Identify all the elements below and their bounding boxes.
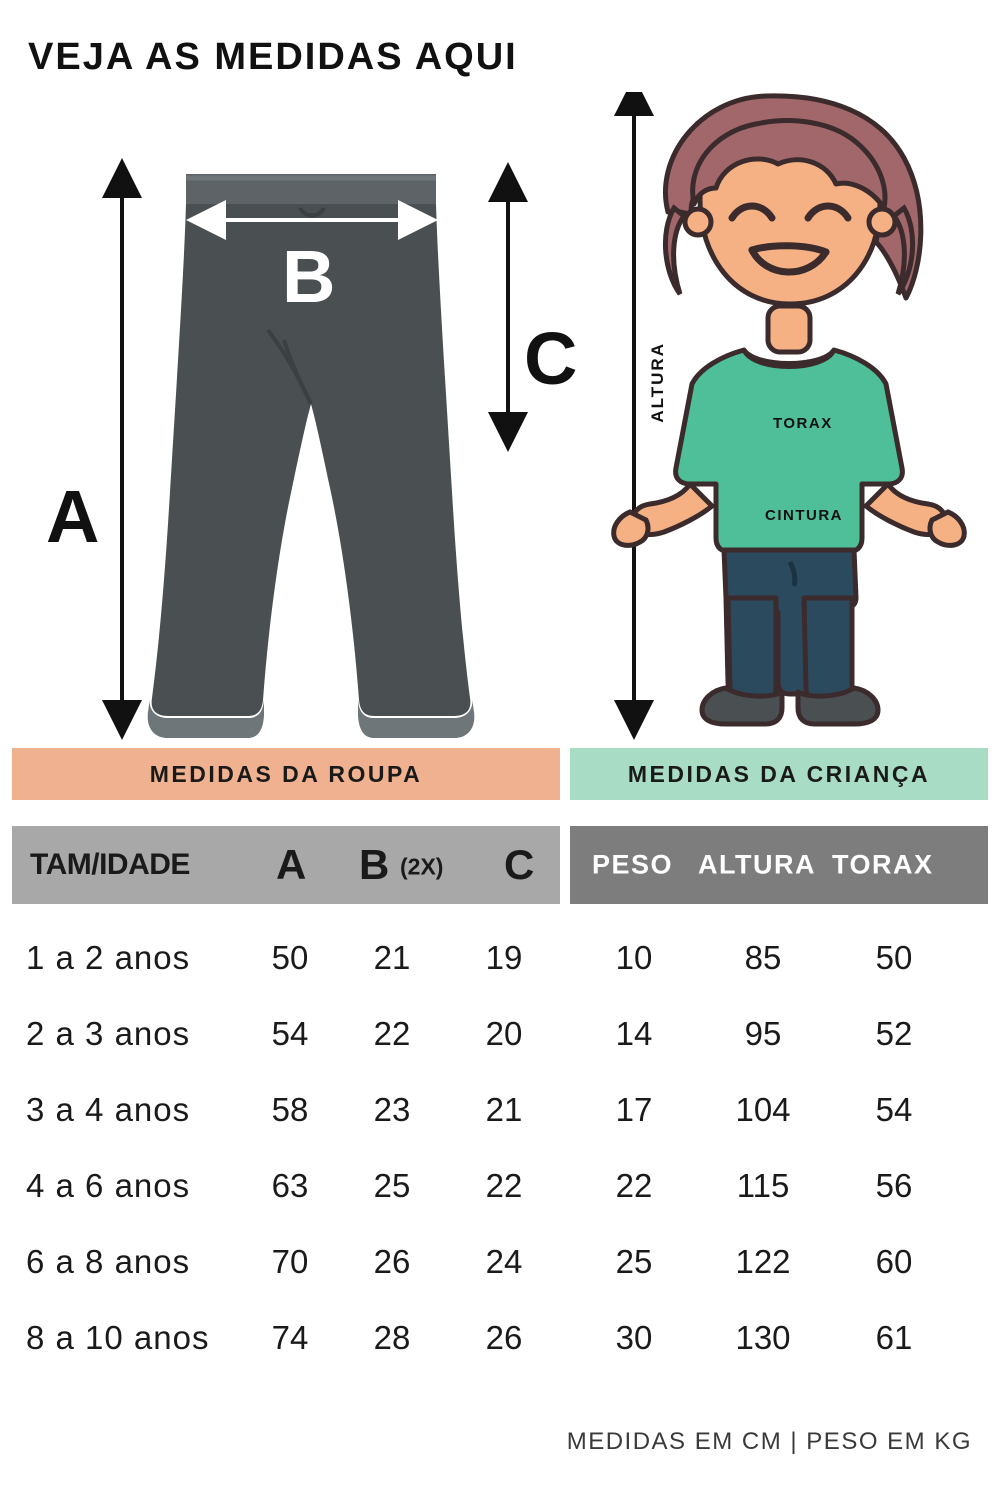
pants-label-a: A bbox=[46, 475, 100, 558]
cell-peso: 25 bbox=[615, 1243, 653, 1280]
pants-label-b: B bbox=[282, 235, 336, 318]
cell-peso: 14 bbox=[615, 1015, 653, 1052]
cell-peso: 10 bbox=[615, 939, 653, 976]
page-title: VEJA AS MEDIDAS AQUI bbox=[28, 36, 518, 78]
cell-tam-idade: 1 a 2 anos bbox=[26, 939, 191, 976]
illustration-area bbox=[0, 92, 1000, 740]
section-header-bars bbox=[0, 748, 1000, 808]
altura-dimension-label: ALTURA bbox=[648, 342, 667, 423]
cell-peso: 17 bbox=[615, 1091, 653, 1128]
header-b-note: (2X) bbox=[400, 853, 444, 880]
cell-torax: 50 bbox=[875, 939, 913, 976]
units-footnote: MEDIDAS EM CM | PESO EM KG bbox=[566, 1428, 972, 1455]
cell-a: 74 bbox=[271, 1319, 309, 1356]
table-row bbox=[0, 1148, 1000, 1224]
section-header-child: MEDIDAS DA CRIANÇA bbox=[570, 748, 988, 800]
measurement-illustration-svg bbox=[0, 92, 1000, 740]
pants-label-c: C bbox=[524, 317, 578, 400]
cell-b: 21 bbox=[373, 939, 411, 976]
cell-altura: 115 bbox=[736, 1167, 790, 1204]
table-column-headers bbox=[0, 826, 1000, 910]
cell-tam-idade: 6 a 8 anos bbox=[26, 1243, 191, 1280]
cell-a: 58 bbox=[271, 1091, 309, 1128]
cell-b: 23 bbox=[373, 1091, 411, 1128]
cell-torax: 52 bbox=[875, 1015, 913, 1052]
cell-torax: 60 bbox=[875, 1243, 913, 1280]
cell-tam-idade: 2 a 3 anos bbox=[26, 1015, 191, 1052]
cell-tam-idade: 3 a 4 anos bbox=[26, 1091, 191, 1128]
cell-c: 21 bbox=[485, 1091, 523, 1128]
cell-altura: 95 bbox=[744, 1015, 782, 1052]
cell-c: 20 bbox=[485, 1015, 523, 1052]
cell-c: 24 bbox=[485, 1243, 523, 1280]
cell-a: 63 bbox=[271, 1167, 309, 1204]
header-a: A bbox=[276, 841, 307, 888]
cell-peso: 22 bbox=[615, 1167, 653, 1204]
cell-torax: 54 bbox=[875, 1091, 913, 1128]
cell-peso: 30 bbox=[615, 1319, 653, 1356]
table-row bbox=[0, 1224, 1000, 1300]
header-b: B bbox=[359, 841, 390, 888]
cell-c: 19 bbox=[485, 939, 523, 976]
cell-tam-idade: 4 a 6 anos bbox=[26, 1167, 191, 1204]
measurements-table bbox=[0, 920, 1000, 1376]
cell-a: 50 bbox=[271, 939, 309, 976]
cell-torax: 56 bbox=[875, 1167, 913, 1204]
cell-b: 22 bbox=[373, 1015, 411, 1052]
header-altura: ALTURA bbox=[698, 849, 816, 880]
cell-c: 26 bbox=[485, 1319, 523, 1356]
table-row bbox=[0, 1072, 1000, 1148]
cell-altura: 122 bbox=[735, 1243, 791, 1280]
cell-altura: 85 bbox=[744, 939, 782, 976]
column-headers-clothes bbox=[12, 826, 560, 904]
section-header-clothes: MEDIDAS DA ROUPA bbox=[12, 748, 560, 800]
table-row bbox=[0, 1300, 1000, 1376]
cell-b: 26 bbox=[373, 1243, 411, 1280]
cell-a: 54 bbox=[271, 1015, 309, 1052]
cintura-label: CINTURA bbox=[765, 507, 843, 524]
cell-a: 70 bbox=[271, 1243, 309, 1280]
torax-label: TORAX bbox=[773, 415, 833, 432]
cell-b: 25 bbox=[373, 1167, 411, 1204]
cell-tam-idade: 8 a 10 anos bbox=[26, 1319, 210, 1356]
column-headers-child bbox=[570, 826, 988, 904]
header-peso: PESO bbox=[592, 849, 674, 880]
header-tam-idade: TAM/IDADE bbox=[30, 848, 190, 881]
table-row bbox=[0, 920, 1000, 996]
cell-altura: 104 bbox=[735, 1091, 791, 1128]
cell-c: 22 bbox=[485, 1167, 523, 1204]
cell-b: 28 bbox=[373, 1319, 411, 1356]
table-row bbox=[0, 996, 1000, 1072]
header-c: C bbox=[504, 841, 535, 888]
header-torax: TORAX bbox=[832, 849, 934, 880]
cell-torax: 61 bbox=[875, 1319, 913, 1356]
cell-altura: 130 bbox=[735, 1319, 791, 1356]
